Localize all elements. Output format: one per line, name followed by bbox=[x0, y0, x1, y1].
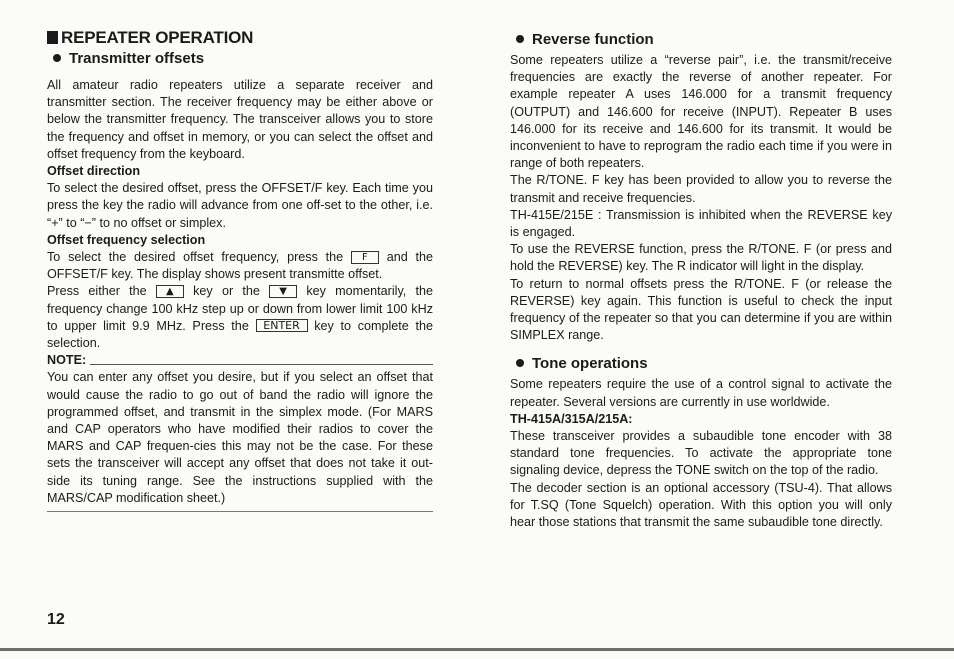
left-column bbox=[47, 27, 433, 512]
text-run: key to complete the selection. bbox=[47, 318, 434, 351]
down-key-icon: ▼ bbox=[269, 285, 297, 298]
reverse-paragraph-1: Some repeaters utilize a “reverse pair”, i.e. the transmit/receive frequencies are exactly the reverse of another repeater. For example repeater A uses 146.000 for a transmit frequency (OUTPUT) and 146.600 for receive (INPUT). Repeater B uses 146.000 for its receive and 146.600 for its transmit. It would be inconvenient to have to reprogram the radio each time if you were in range of both repeaters. bbox=[510, 53, 892, 171]
tone-models-heading: TH-415A/315A/215A: bbox=[510, 411, 633, 426]
tone-operations-title bbox=[510, 354, 892, 374]
tone-operations-title-text: Tone operations bbox=[532, 355, 648, 373]
section-title bbox=[47, 27, 433, 49]
bullet-icon bbox=[516, 359, 524, 367]
page-bottom-rule bbox=[0, 648, 954, 651]
reverse-function-title bbox=[510, 30, 892, 50]
note-divider bbox=[90, 363, 433, 365]
text-run: and the OFFSET/F key. The display shows present transmitte offset. bbox=[47, 250, 434, 282]
note-paragraph: You can enter any offset you desire, but if you select an offset that would cause the radio to go out of band the radio will ignore the programmed offset, and transmit in the simplex mode. (For MARS and CAP operators who have modified their radios to cover the MARS and CAP frequen-cies this may not be the case. For these sets the transceiver will accept any offset that does not take it out-side its tuning range. See the instructions supplied with the MARS/CAP modification sheet.) bbox=[47, 370, 433, 505]
text-run: key momentarily, the frequency change 100 kHz step up or down from lower limit 100 kHz to upper limit 9.9 MHz. Press the bbox=[47, 284, 434, 333]
offset-direction-paragraph: To select the desired offset, press the OFFSET/F key. Each time you press the key the radio will advance from one off-set to the other, i.e. “+” to “−” to no offset or simplex. bbox=[47, 181, 433, 230]
intro-paragraph: All amateur radio repeaters utilize a separate receiver and transmitter section. The receiver frequency may be either above or below the transmitter frequency. The transceiver allows you to store the frequency and offset in memory, or you can select the offset and offset frequency from the keyboard. bbox=[47, 78, 433, 161]
note-label: NOTE: bbox=[47, 353, 87, 368]
right-column bbox=[510, 27, 892, 531]
bullet-icon bbox=[516, 35, 524, 43]
tone-paragraph-3: The decoder section is an optional accessory (TSU-4). That allows for T.SQ (Tone Squelch) operation. With this option you will only hear those stations that transmit the same subaudible tone directly. bbox=[510, 480, 892, 530]
subsection-title bbox=[47, 49, 433, 69]
offset-frequency-paragraph-1 bbox=[47, 249, 433, 283]
tone-paragraph-1: Some repeaters require the use of a control signal to activate the repeater. Several versions are currently in use worldwide. bbox=[510, 377, 892, 409]
section-title-text: REPEATER OPERATION bbox=[61, 28, 254, 47]
f-key-icon: F bbox=[351, 251, 379, 264]
up-key-icon: ▲ bbox=[156, 285, 184, 298]
reverse-paragraph-5: To return to normal offsets press the R/TONE. F (or release the REVERSE) key again. This function is useful to check the input frequency of the repeater so that you can determine if you are within SIMPLEX range. bbox=[510, 276, 892, 343]
section-end-divider bbox=[47, 511, 433, 512]
bullet-icon bbox=[53, 54, 61, 62]
offset-frequency-paragraph-2 bbox=[47, 283, 433, 352]
note-heading-row bbox=[47, 352, 433, 369]
page-number: 12 bbox=[47, 611, 65, 628]
text-run: Press either the bbox=[47, 284, 147, 299]
text-run: To select the desired offset frequency, press the bbox=[47, 250, 344, 265]
enter-key-icon: ENTER bbox=[256, 319, 308, 332]
reverse-paragraph-4: To use the REVERSE function, press the R/TONE. F (or press and hold the REVERSE) key. The R indicator will light in the display. bbox=[510, 242, 892, 274]
text-run: key or the bbox=[193, 284, 260, 299]
reverse-paragraph-2: The R/TONE. F key has been provided to allow you to reverse the transmit and receive frequencies. bbox=[510, 173, 892, 205]
reverse-paragraph-3: TH-415E/215E : Transmission is inhibited when the REVERSE key is engaged. bbox=[510, 207, 892, 240]
offset-frequency-heading: Offset frequency selection bbox=[47, 232, 206, 247]
square-bullet-icon bbox=[47, 31, 58, 44]
offset-direction-heading: Offset direction bbox=[47, 164, 141, 179]
reverse-function-title-text: Reverse function bbox=[532, 31, 654, 48]
tone-paragraph-2: These transceiver provides a subaudible tone encoder with 38 standard tone frequencies. To activate the appropriate tone signaling device, depress the TONE switch on the top of the radio. bbox=[510, 429, 892, 478]
subsection-title-text: Transmitter offsets bbox=[69, 50, 205, 67]
